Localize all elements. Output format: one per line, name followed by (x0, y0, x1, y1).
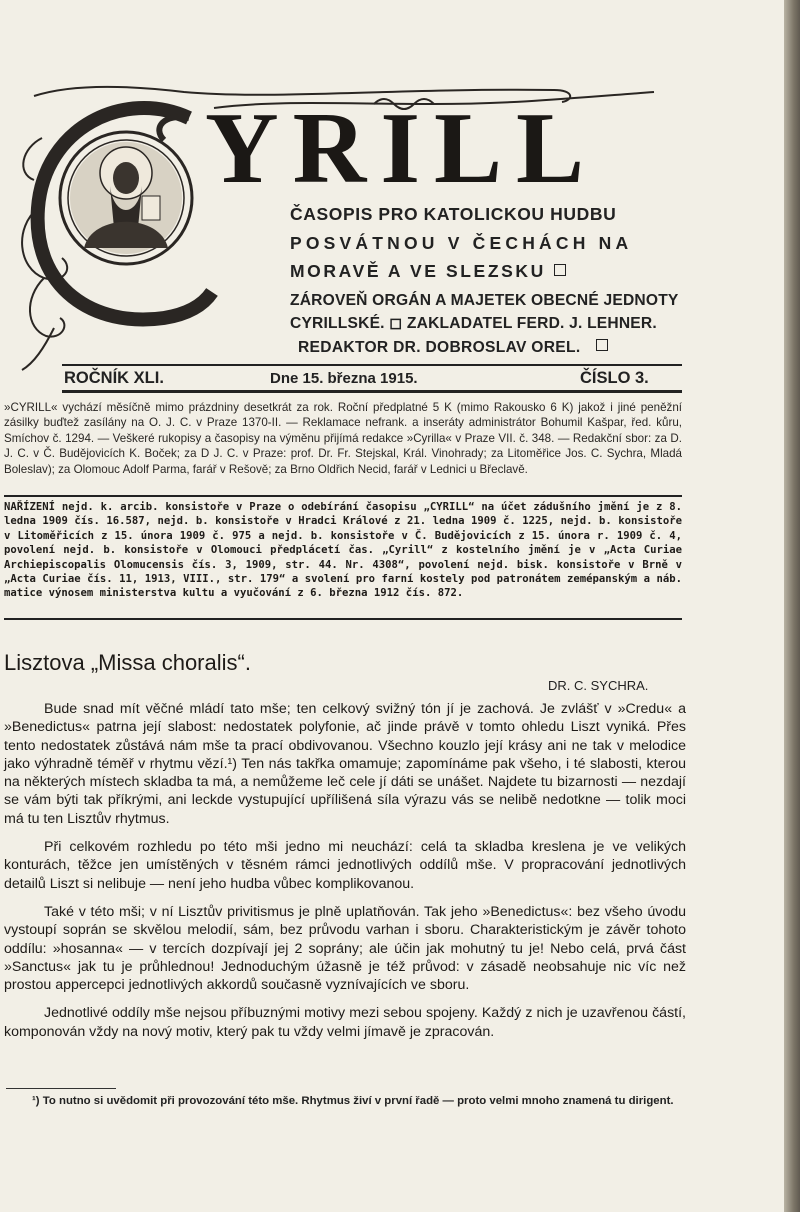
issue-volume: ROČNÍK XLI. (64, 369, 164, 387)
subtitle-line-3-row (290, 263, 566, 281)
article-author: DR. C. SYCHRA. (548, 678, 649, 693)
subtitle-line-5: CYRILLSKÉ. ◻ ZAKLADATEL FERD. J. LEHNER. (290, 315, 657, 332)
notice-rule (4, 618, 682, 620)
square-bullet-icon (554, 264, 566, 276)
ordinance-notice (4, 500, 682, 601)
subtitle-line-2: POSVÁTNOU V ČECHÁCH NA (290, 233, 633, 253)
subscription-info (4, 400, 682, 477)
subtitle-line-4: ZÁROVEŇ ORGÁN A MAJETEK OBECNÉ JEDNOTY (290, 292, 679, 309)
book-spine-edge (784, 0, 800, 1212)
ordinance-notice-text: NAŘÍZENÍ nejd. k. arcib. konsistoře v Praze o odebírání časopisu „CYRILL“ na účet zádušního jmění je z 8. ledna 1909 čís. 16.587, nejd. b. konsistoře v Hradci Králové z 21. ledna 1909 č. 1225, nejd. b. konsistoře v Litoměřicích z 15. února 1909 č. 975 a nejd. b. konsistoře v Č. Budějovicích z 15. února r. 1909 č. 4, povolení nejd. b. konsistoře v Olomouci předplácetí čas. „Cyrill“ z kostelního jmění je v „Acta Curiae Archiepiscopalis Olomucensis čís. 3, 1909, str. 44. Nr. 4308“, povolení nejd. bisk. konsistoře v Brně v „Acta Curiae čís. 11, 1913, VIII., str. 179“ a svolení pro farní kostely pod patronátem zemépanským a náb. matice výnosem ministerstva kultu a vyučování z 6. března 1912 čís. 872. (4, 501, 682, 600)
article-title: Lisztova „Missa choralis“. (4, 650, 251, 675)
article-paragraph: Při celkovém rozhledu po této mši jedno mi neuchází: celá ta skladba kreslena je ve velikých konturách, těžce jen umístěných v těsném rámci jednotlivých oddílů mše. V propracování jednotlivých detailů Liszt si nelibuje — není jeho hudba vůbec komplikovanou. (4, 839, 686, 892)
subscription-info-text: »CYRILL« vychází měsíčně mimo prázdniny desetkrát za rok. Roční předplatné 5 K (mimo Rakousko 6 K) jakož i jiné peněžní zásilky buďtež zasílány na O. J. C. v Praze 1370-II. — Reklamace nefrank. a inseráty administrátor Bohumil Kašpar, řed. kůru, Smíchov č. 1294. — Veškeré rukopisy a časopisy na výměnu přijímá redakce »Cyrilla« v Praze VII. č. 348. — Redakční sbor: za D. J. C. v Č. Budějovicích K. Boček; za D J. C. v Praze: prof. Dr. Fr. Stejskal, Král. Vinohrady; za Litoměřice Jos. C. Sychra, Mladá Boleslav); za Olomouc Adolf Parma, farář v Rešově; za Brno Oldřich Necid, farář v Lednici u Břeclavě. (4, 401, 682, 476)
info-rule (4, 495, 682, 497)
masthead-rule-top (62, 364, 682, 366)
article-body (4, 700, 686, 1051)
article-paragraph: Jednotlivé oddíly mše nejsou příbuznými motivy mezi sebou spojeny. Každý z nich je uzavřenou částí, komponován vždy na nový motiv, který pak tu vždy velmi jímavě je zpracován. (4, 1005, 686, 1040)
subtitle-line-3: MORAVĚ A VE SLEZSKU (290, 261, 546, 281)
article-paragraph: Také v této mši; v ní Lisztův privitismus je plně uplatňován. Tak jeho »Benedictus«: bez všeho úvodu vystoupí soprán se skvělou melodií, sám, bez průvodu varhan i sboru. Charakteristickým je závěr tohoto oddílu: »hosanna« — v tercích dozpívají jej 2 soprány; ale účin jak mohutný tu je! Nebo celá, prvá část »Sanctus« jak tu je průhlednou! Jednoduchým úžasně je též průvod: v zásadě neobsahuje nic víc než prostou appercepci jednotlivých akkordů současně vyznívajících ve sboru. (4, 903, 686, 994)
masthead-rule-bottom (62, 390, 682, 393)
footnote (4, 1094, 686, 1109)
subtitle-line-6: REDAKTOR DR. DOBROSLAV OREL. (298, 339, 581, 356)
square-bullet-icon (596, 339, 608, 351)
footnote-rule (6, 1088, 116, 1089)
subtitle-line-1: ČASOPIS PRO KATOLICKOU HUDBU (290, 204, 617, 224)
subtitle-line-6-row (298, 339, 608, 356)
masthead-title: YRILL (205, 92, 599, 205)
saint-cyril-portrait-icon (70, 142, 182, 254)
article-paragraph: Bude snad mít věčné mládí tato mše; ten celkový svižný tón jí je zachová. Je zvlášť v »Credu« a »Benedictus« patrna její slabost: nedostatek polyfonie, ač jinde právě v tomto ohledu Liszt vyniká. Přes tento nedostatek zůstává nám mše ta prací obdivovanou. Všechno kouzlo její krásy ani ne tak v melodice jako výhradně téměř v rhytmu vězí.¹) Ten nás takřka omamuje; zapomínáme pak všeho, i té slabosti, kterou na některých místech skladba ta má, a nemůžeme leč cele jí dáti se unášet. Najdete tu bizarnosti — nezdají se vám býti tak příkrými, ani leckde vystupující upřílišená síla výrazu vás se nelibě nedotkne — tolik moci má tu ten Lisztův rhytmus. (4, 701, 686, 827)
issue-date: Dne 15. března 1915. (270, 370, 418, 387)
issue-number: ČÍSLO 3. (580, 369, 649, 387)
footnote-text: ¹) To nutno si uvědomit při provozování této mše. Rhytmus živí v první řadě — proto velmi mnoho znamená tu dirigent. (32, 1095, 674, 1107)
